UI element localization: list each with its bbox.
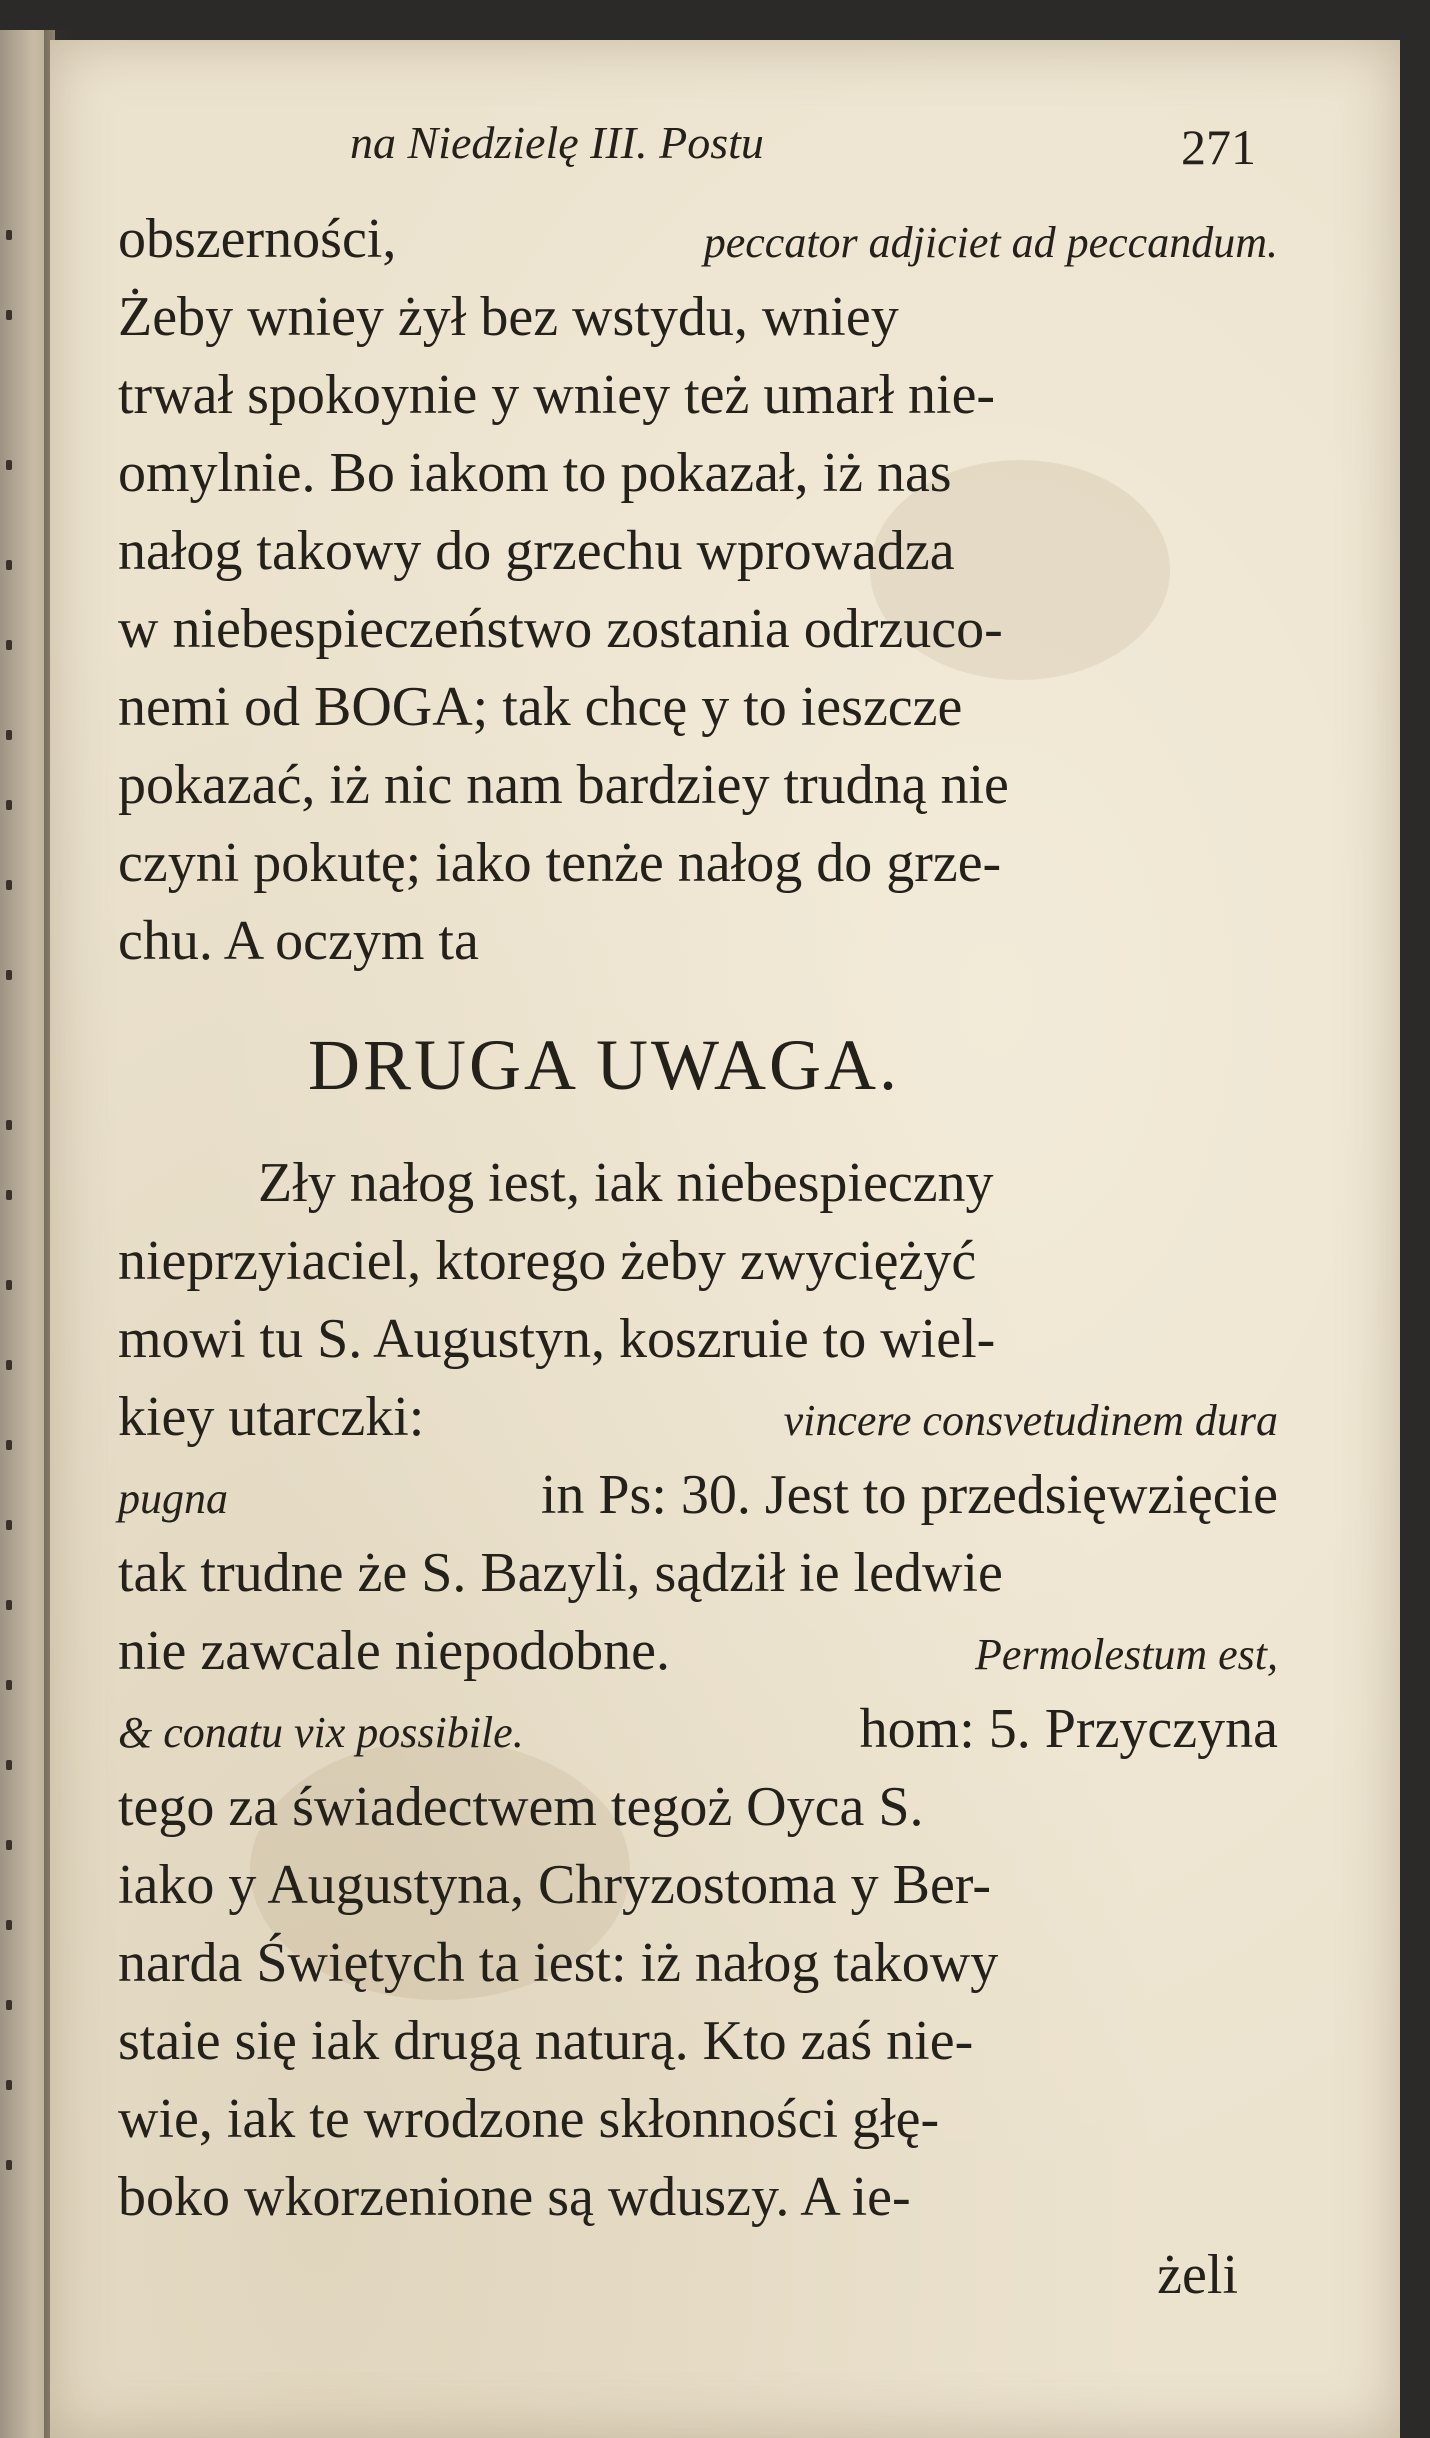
line-text: chu. A oczym ta	[118, 910, 479, 972]
text-line	[118, 356, 1278, 434]
text-line	[118, 2080, 1278, 2158]
text-block	[118, 110, 1278, 2314]
line-text: obszerności,	[118, 208, 397, 270]
text-line	[118, 1456, 1278, 1534]
paragraph-2	[118, 1144, 1278, 2314]
text-line	[118, 1690, 1278, 1768]
text-line	[118, 1534, 1278, 1612]
text-line	[118, 824, 1278, 902]
line-text: staie się iak drugą naturą. Kto zaś nie-	[118, 2010, 974, 2072]
line-text: w niebespieczeństwo zostania odrzuco-	[118, 598, 1003, 660]
section-heading: DRUGA UWAGA.	[308, 1025, 900, 1105]
text-line	[118, 1378, 1278, 1456]
text-line	[118, 1924, 1278, 2002]
catchword-line	[118, 2236, 1278, 2314]
latin-quote: vincere consvetudinem dura	[783, 1396, 1278, 1445]
facing-page-letter-fragments	[6, 40, 16, 2340]
line-text: tego za świadectwem tegoż Oyca S.	[118, 1776, 924, 1838]
line-text: nałog takowy do grzechu wprowadza	[118, 520, 955, 582]
text-line	[118, 1300, 1278, 1378]
line-text: pokazać, iż nic nam bardziey trudną nie	[118, 754, 1009, 816]
latin-quote: & conatu vix possibile.	[118, 1708, 524, 1757]
text-line	[118, 668, 1278, 746]
line-text: wie, iak te wrodzone skłonności głę-	[118, 2088, 940, 2150]
text-line	[118, 1612, 1278, 1690]
text-line	[118, 512, 1278, 590]
line-text: nieprzyiaciel, ktorego żeby zwyciężyć	[118, 1230, 977, 1292]
line-text: mowi tu S. Augustyn, koszruie to wiel-	[118, 1308, 996, 1370]
text-line	[118, 902, 1278, 980]
text-line	[118, 746, 1278, 824]
line-text: czyni pokutę; iako tenże nałog do grze-	[118, 832, 1002, 894]
line-text: kiey utarczki:	[118, 1386, 425, 1448]
text-line	[118, 200, 1278, 278]
line-text: nie zawcale niepodobne.	[118, 1620, 670, 1682]
running-title: na Niedzielę III. Postu	[350, 117, 764, 168]
text-line	[118, 1768, 1278, 1846]
running-head	[118, 110, 1278, 200]
latin-quote: pugna	[118, 1474, 228, 1523]
text-line	[118, 2002, 1278, 2080]
latin-quote: Permolestum est,	[974, 1630, 1278, 1679]
text-line	[118, 590, 1278, 668]
line-text: hom: 5. Przyczyna	[859, 1698, 1278, 1760]
text-line	[118, 278, 1278, 356]
text-line	[118, 2158, 1278, 2236]
line-text: trwał spokoynie y wniey też umarł nie-	[118, 364, 996, 426]
text-line	[118, 1846, 1278, 1924]
paragraph-1	[118, 200, 1278, 980]
line-text: nemi od BOGA; tak chcę y to ieszcze	[118, 676, 963, 738]
latin-quote: peccator adjiciet ad peccandum.	[703, 218, 1278, 267]
text-line	[118, 1222, 1278, 1300]
line-text: Zły nałog iest, iak niebespieczny	[258, 1152, 994, 1214]
line-text: omylnie. Bo iakom to pokazał, iż nas	[118, 442, 952, 504]
page-number: 271	[1181, 119, 1256, 175]
text-line	[118, 434, 1278, 512]
line-text: tak trudne że S. Bazyli, sądził ie ledwie	[118, 1542, 1003, 1604]
line-text: iako y Augustyna, Chryzostoma y Ber-	[118, 1854, 991, 1916]
line-text: narda Świętych ta iest: iż nałog takowy	[118, 1932, 999, 1994]
line-text: boko wkorzenione są wduszy. A ie-	[118, 2166, 911, 2228]
catchword: żeli	[1157, 2244, 1238, 2306]
text-line	[118, 1144, 1278, 1222]
line-text: in Ps: 30. Jest to przedsięwzięcie	[540, 1464, 1278, 1526]
line-text: Żeby wniey żył bez wstydu, wniey	[118, 286, 899, 348]
